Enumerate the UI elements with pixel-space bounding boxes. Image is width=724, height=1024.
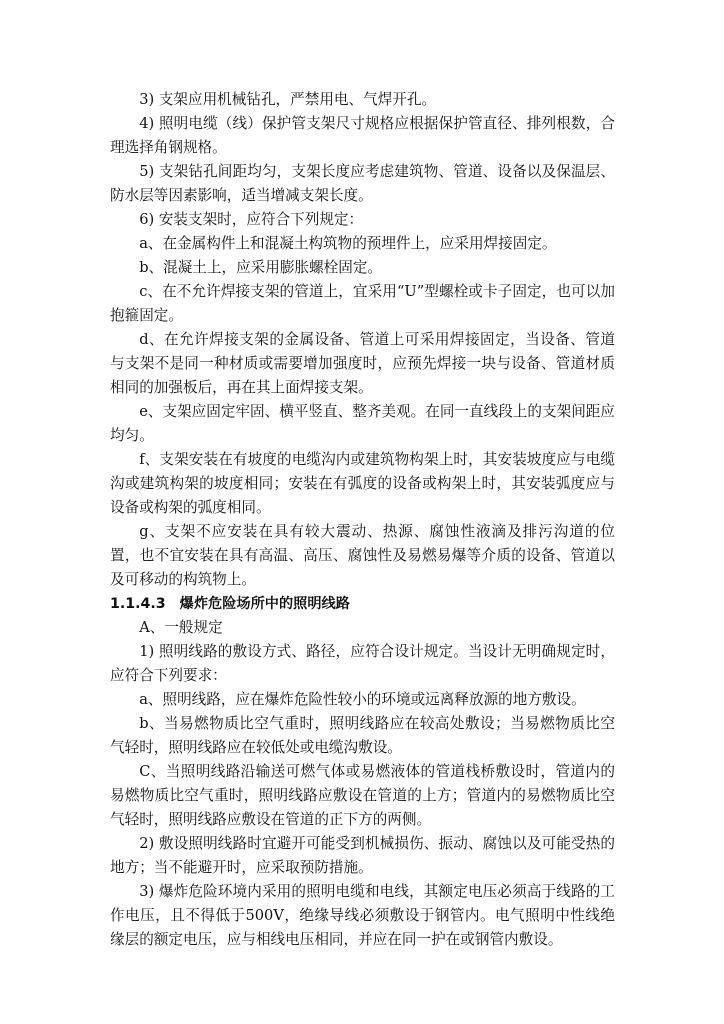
paragraph-support-drilling: 3) 支架应用机械钻孔，严禁用电、气焊开孔。 bbox=[139, 91, 437, 108]
paragraph-rule-d: d、在允许焊接支架的金属设备、管道上可采用焊接固定，当设备、管道与支架不是同一种材质或需要增加强度时，应预先焊接一块与设备、管道材质相同的加强板后，再在其上面焊接支架。 bbox=[110, 331, 615, 396]
paragraph-rule-a: a、在金属构件上和混凝土构筑物的预埋件上，应采用焊接固定。 bbox=[139, 235, 557, 252]
paragraph-route-c: C、当照明线路沿输送可燃气体或易燃液体的管道栈桥敷设时，管道内的易燃物质比空气重时，照明线路应敷设在管道的上方；管道内的易燃物质比空气轻时，照明线路应敷设在管道的正下方的两侧。 bbox=[110, 763, 615, 828]
paragraph-rule-g: g、支架不应安装在具有较大震动、热源、腐蚀性液滴及排污沟道的位置，也不宜安装在具有高温、高压、腐蚀性及易燃易爆等介质的设备、管道以及可移动的构筑物上。 bbox=[110, 523, 615, 588]
paragraph-rule-f: f、支架安装在有坡度的电缆沟内或建筑物构架上时，其安装坡度应与电缆沟或建筑构架的坡度相同；安装在有弧度的设备或构架上时，其安装弧度应与设备或构架的弧度相同。 bbox=[110, 451, 615, 516]
paragraph-install-rules: 6) 安装支架时，应符合下列规定： bbox=[139, 211, 364, 228]
paragraph-rule-b: b、混凝土上，应采用膨胀螺栓固定。 bbox=[139, 259, 383, 276]
section-heading bbox=[110, 592, 615, 616]
paragraph-angle-steel-selection: 4) 照明电缆（线）保护管支架尺寸规格应根据保护管直径、排列根数，合理选择角钢规格。 bbox=[110, 115, 615, 156]
paragraph-rule-e: e、支架应固定牢固、横平竖直、整齐美观。在同一直线段上的支架间距应均匀。 bbox=[110, 403, 615, 444]
section-title: 爆炸危险场所中的照明线路 bbox=[179, 596, 350, 612]
paragraph-route-a: a、照明线路，应在爆炸危险性较小的环境或远离释放源的地方敷设。 bbox=[139, 691, 586, 708]
paragraph-route-b: b、当易燃物质比空气重时，照明线路应在较高处敷设；当易燃物质比空气轻时，照明线路应在较低处或电缆沟敷设。 bbox=[110, 715, 615, 756]
paragraph-rule-c: c、在不允许焊接支架的管道上，宜采用“U”型螺栓或卡子固定，也可以加抱箍固定。 bbox=[110, 283, 615, 324]
paragraph-support-length: 5) 支架钻孔间距均匀，支架长度应考虑建筑物、管道、设备以及保温层、防水层等因素影响，适当增减支架长度。 bbox=[110, 163, 615, 204]
paragraph-avoid-damage: 2) 敷设照明线路时宜避开可能受到机械损伤、振动、腐蚀以及可能受热的地方；当不能避开时，应采取预防措施。 bbox=[110, 835, 615, 876]
paragraph-route-design: 1) 照明线路的敷设方式、路径，应符合设计规定。当设计无明确规定时，应符合下列要求： bbox=[110, 643, 615, 684]
paragraph-general-rules: A、一般规定 bbox=[139, 619, 223, 636]
paragraph-rated-voltage: 3) 爆炸危险环境内采用的照明电缆和电线，其额定电压必须高于线路的工作电压，且不得低于500V，绝缘导线必须敷设于钢管内。电气照明中性线绝缘层的额定电压，应与相线电压相同，并应在同一护在或钢管内敷设。 bbox=[110, 883, 615, 948]
section-number: 1.1.4.3 bbox=[110, 596, 166, 612]
document-page bbox=[110, 88, 615, 952]
